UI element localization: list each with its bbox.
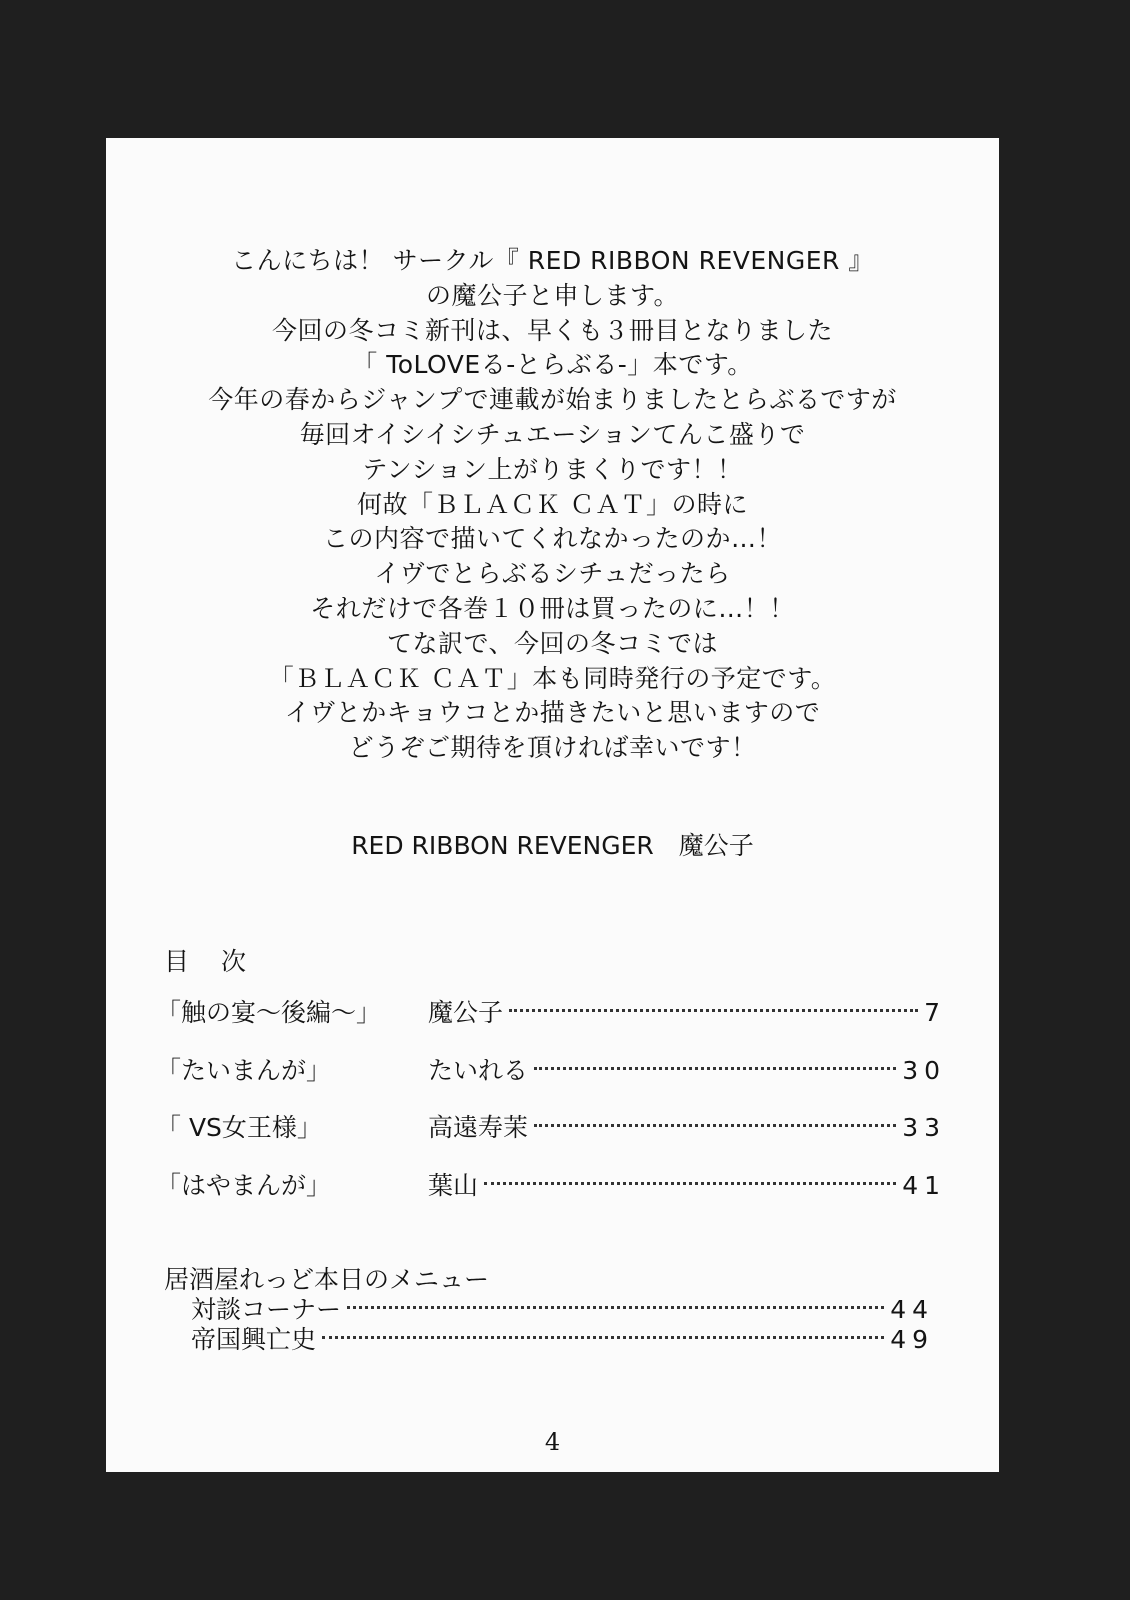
- toc-entry: [156, 984, 946, 1042]
- dot-leader: [347, 1306, 884, 1309]
- table-of-contents: [156, 984, 946, 1214]
- toc-heading: 目 次: [164, 947, 258, 976]
- intro-line: こんにちは！ サークル『 RED RIBBON REVENGER 』: [231, 246, 874, 275]
- toc-entry: [156, 1042, 946, 1100]
- intro-line: テンション上がりまくりです！！: [362, 454, 743, 484]
- dot-leader: [509, 1009, 918, 1012]
- extra-menu-item: [191, 1325, 934, 1355]
- book-page: [106, 138, 999, 1472]
- dot-leader: [534, 1067, 896, 1070]
- extra-menu-section: [164, 1264, 934, 1355]
- intro-line: 「 ToLOVEる-とらぶる-」本です。: [352, 350, 753, 380]
- intro-line: てな訳で、今回の冬コミでは: [386, 628, 718, 658]
- toc-entry-author: 葉山: [428, 1170, 479, 1200]
- extra-menu-item-title: 帝国興亡史: [191, 1325, 317, 1354]
- toc-entry: [156, 1099, 946, 1157]
- toc-entry-leader: [428, 1157, 946, 1215]
- signature: RED RIBBON REVENGER 魔公子: [351, 831, 754, 860]
- intro-line: 何故「ＢＬＡＣＫ ＣＡＴ」の時に: [357, 489, 748, 519]
- intro-line: 「ＢＬＡＣＫ ＣＡＴ」本も同時発行の予定です。: [268, 663, 837, 693]
- dot-leader: [534, 1124, 896, 1127]
- extra-menu-item-page: 49: [890, 1325, 934, 1354]
- toc-entry-author: 高遠寿茉: [428, 1113, 529, 1142]
- intro-message: [106, 244, 999, 766]
- extra-menu-item-page: 44: [890, 1295, 934, 1324]
- toc-entry: [156, 1157, 946, 1215]
- toc-entry-page: 41: [902, 1170, 946, 1200]
- dot-leader: [322, 1336, 884, 1339]
- toc-entry-page: 30: [902, 1055, 946, 1085]
- intro-line: それだけで各巻１０冊は買ったのに…！！: [310, 593, 795, 623]
- toc-entry-title: 「たいまんが」: [156, 1055, 332, 1085]
- dot-leader: [484, 1182, 896, 1185]
- intro-line: 今年の春からジャンプで連載が始まりましたとらぶるですが: [208, 385, 897, 415]
- intro-line: どうぞご期待を頂ければ幸いです！: [348, 733, 757, 763]
- extra-menu-item-title: 対談コーナー: [191, 1295, 342, 1324]
- toc-entry-page: 33: [902, 1113, 946, 1142]
- toc-entry-leader: [428, 1099, 946, 1157]
- toc-entry-author: 魔公子: [428, 998, 504, 1027]
- extra-menu-item: [191, 1295, 934, 1325]
- intro-line: この内容で描いてくれなかったのか…！: [322, 524, 782, 554]
- toc-entry-leader: [428, 984, 946, 1042]
- intro-line: 今回の冬コミ新刊は、早くも３冊目となりました: [271, 315, 833, 345]
- toc-entry-title: 「はやまんが」: [156, 1170, 332, 1200]
- page-number: 4: [544, 1428, 561, 1456]
- intro-line: イヴでとらぶるシチュだったら: [374, 559, 731, 589]
- toc-entry-page: 7: [924, 998, 946, 1027]
- toc-entry-author: たいれる: [428, 1055, 529, 1085]
- toc-entry-title: 「触の宴～後編～」: [156, 998, 382, 1027]
- intro-line: 毎回オイシイシチュエーションてんこ盛りで: [299, 419, 806, 449]
- intro-line: イヴとかキョウコとか描きたいと思いますので: [284, 698, 821, 728]
- toc-entry-title: 「 VS女王様」: [156, 1113, 322, 1142]
- extra-menu-heading: 居酒屋れっど本日のメニュー: [164, 1265, 490, 1294]
- intro-line: の魔公子と申します。: [425, 280, 679, 310]
- toc-entry-leader: [428, 1042, 946, 1100]
